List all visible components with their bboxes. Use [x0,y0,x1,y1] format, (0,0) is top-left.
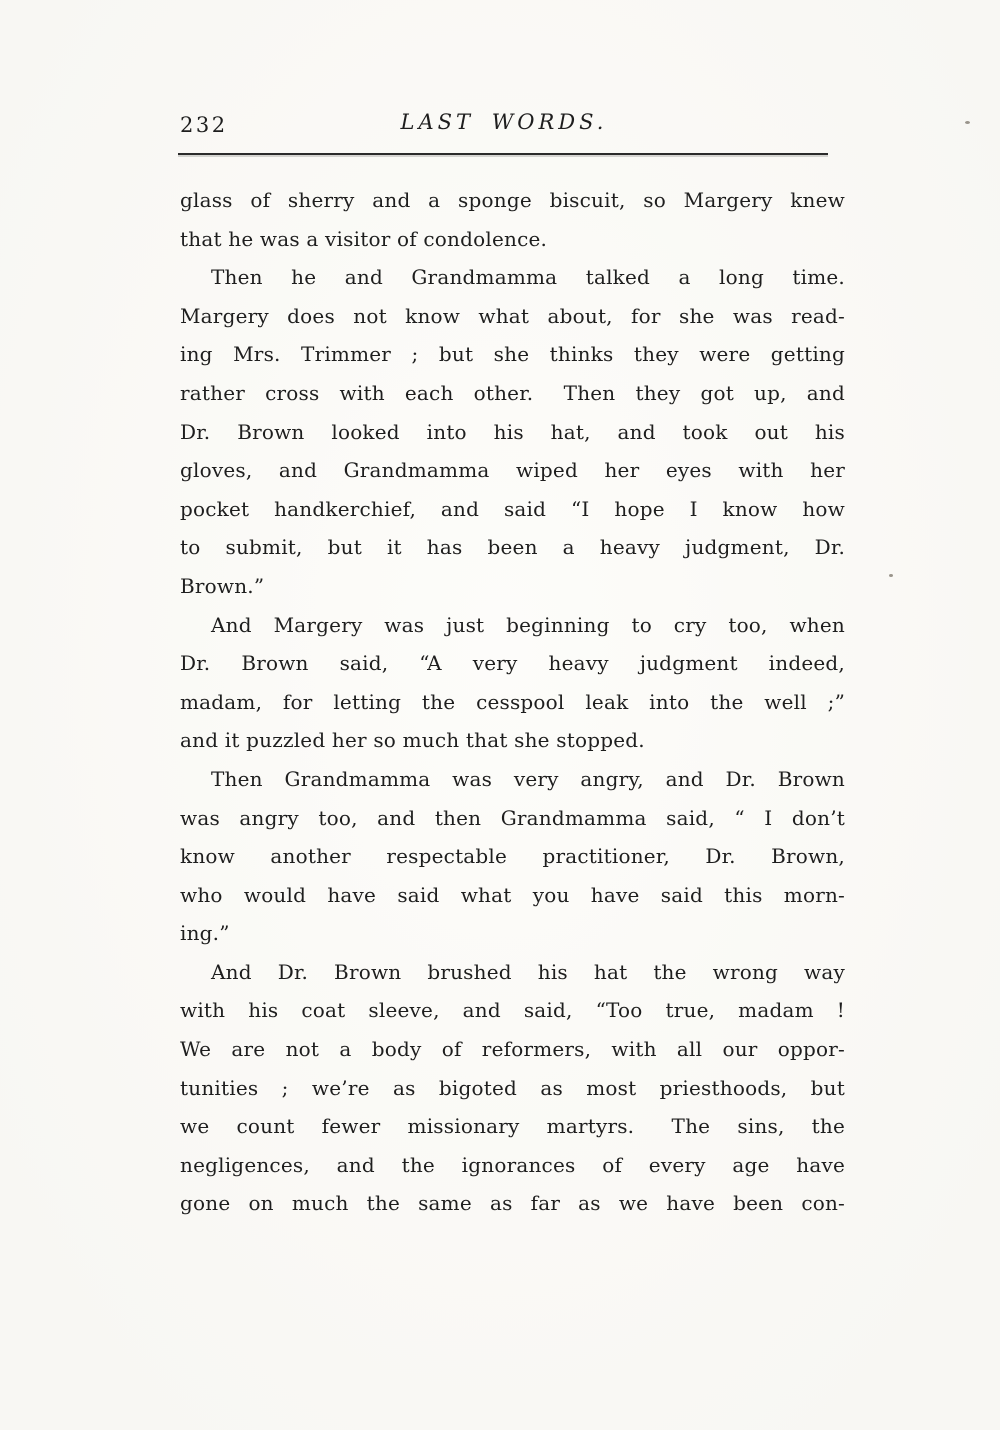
text-line: ing.” [180,921,230,946]
text-line: rather cross with each other. Then they got up, and [180,380,845,405]
text-line: Dr. Brown looked into his hat, and took out his [180,419,845,444]
page-header [180,110,828,142]
text-line: Dr. Brown said, “A very heavy judgment indeed, [180,651,845,676]
text-line: ing Mrs. Trimmer ; but she thinks they were getting [180,342,845,367]
text-line: Margery does not know what about, for she was read- [180,303,845,328]
text-line: to submit, but it has been a heavy judgment, Dr. [180,535,845,560]
text-line: know another respectable practitioner, Dr. Brown, [180,844,845,869]
text-line: Then he and Grandmamma talked a long time. [211,265,845,290]
text-line: Then Grandmamma was very angry, and Dr. Brown [211,766,845,791]
text-line: was angry too, and then Grandmamma said, “ I don’t [180,805,845,830]
text-line: negligences, and the ignorances of every age have [180,1152,845,1177]
text-line: with his coat sleeve, and said, “Too true, madam ! [180,998,845,1023]
text-line: gone on much the same as far as we have been con- [180,1191,845,1216]
scan-speck [889,574,893,577]
text-line: madam, for letting the cesspool leak into the well ;” [180,689,845,714]
header-rule [178,153,828,155]
text-line: Brown.” [180,573,265,598]
text-line: And Margery was just beginning to cry too, when [211,612,845,637]
text-line: we count fewer missionary martyrs. The sins, the [180,1114,845,1139]
text-line: tunities ; we’re as bigoted as most priesthoods, but [180,1075,845,1100]
running-title: LAST WORDS. [400,110,608,134]
text-line: glass of sherry and a sponge biscuit, so Margery knew [180,188,845,212]
page-number: 232 [180,113,228,137]
text-line: who would have said what you have said this morn- [180,882,845,907]
text-line: and it puzzled her so much that she stopped. [180,728,645,753]
scan-speck [965,121,970,124]
text-line: gloves, and Grandmamma wiped her eyes with her [180,458,845,483]
text-line: And Dr. Brown brushed his hat the wrong way [211,959,845,984]
text-line: pocket handkerchief, and said “I hope I know how [180,496,845,521]
text-line: that he was a visitor of condolence. [180,226,548,251]
text-line: We are not a body of reformers, with all our oppor- [180,1037,845,1062]
body-text [180,181,845,1223]
